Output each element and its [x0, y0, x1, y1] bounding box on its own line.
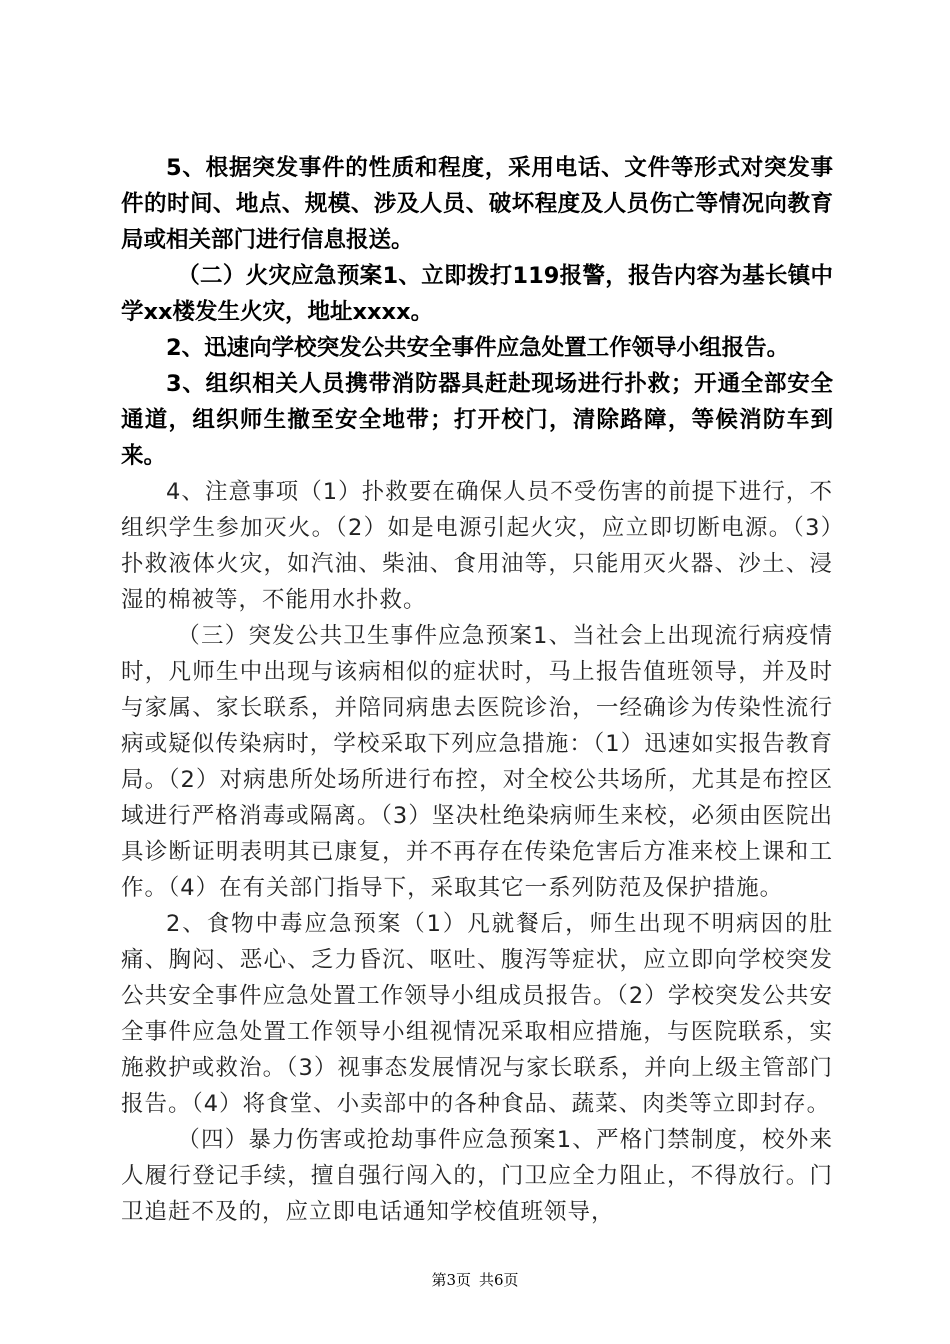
paragraph-report-info: 5、根据突发事件的性质和程度，采用电话、文件等形式对突发事件的时间、地点、规模、涉及人员、破坏程度及人员伤亡等情况向教育局或相关部门进行信息报送。 — [121, 155, 833, 253]
paragraph-fire-report: 2、迅速向学校突发公共安全事件应急处置工作领导小组报告。 — [166, 335, 790, 361]
paragraph-health-plan: （三）突发公共卫生事件应急预案1、当社会上出现流行病疫情时，凡师生中出现与该病相似的症状时，马上报告值班领导，并及时与家属、家长联系，并陪同病患去医院诊治，一经确诊为传染性流行病或疑似传染病时，学校采取下列应急措施：（1）迅速如实报告教育局。（2）对病患所处场所进行布控，对全校公共场所，尤其是布控区域进行严格消毒或隔离。（3）坚决杜绝染病师生来校，必须由医院出具诊断证明表明其已康复，并不再存在传染危害后方准来校上课和工作。（4）在有关部门指导下，采取其它一系列防范及保护措施。 — [121, 623, 833, 901]
paragraph-fire-plan: （二）火灾应急预案1、立即拨打119报警，报告内容为基长镇中学xx楼发生火灾，地址xxxx。 — [121, 263, 833, 325]
paragraph-fire-notes: 4、注意事项（1）扑救要在确保人员不受伤害的前提下进行，不组织学生参加灭火。（2）如是电源引起火灾，应立即切断电源。（3）扑救液体火灾，如汽油、柴油、食用油等，只能用灭火器、沙土、浸湿的棉被等，不能用水扑救。 — [121, 479, 833, 613]
paragraph-food-poisoning: 2、食物中毒应急预案（1）凡就餐后，师生出现不明病因的肚痛、胸闷、恶心、乏力昏沉、呕吐、腹泻等症状，应立即向学校突发公共安全事件应急处置工作领导小组成员报告。（2）学校突发公共安全事件应急处置工作领导小组视情况采取相应措施，与医院联系，实施救护或救治。（3）视事态发展情况与家长联系，并向上级主管部门报告。（4）将食堂、小卖部中的各种食品、蔬菜、肉类等立即封存。 — [121, 911, 833, 1117]
page-number: 第3页 — [431, 1271, 471, 1289]
paragraph-violence-plan: （四）暴力伤害或抢劫事件应急预案1、严格门禁制度，校外来人履行登记手续，擅自强行闯入的，门卫应全力阻止，不得放行。门卫追赶不及的，应立即电话通知学校值班领导， — [121, 1127, 833, 1225]
document-body — [121, 150, 833, 1230]
page-total: 共6页 — [479, 1271, 519, 1289]
page-footer — [0, 1270, 950, 1290]
paragraph-fire-rescue: 3、组织相关人员携带消防器具赶赴现场进行扑救；开通全部安全通道，组织师生撤至安全地带；打开校门，清除路障，等候消防车到来。 — [121, 371, 833, 469]
